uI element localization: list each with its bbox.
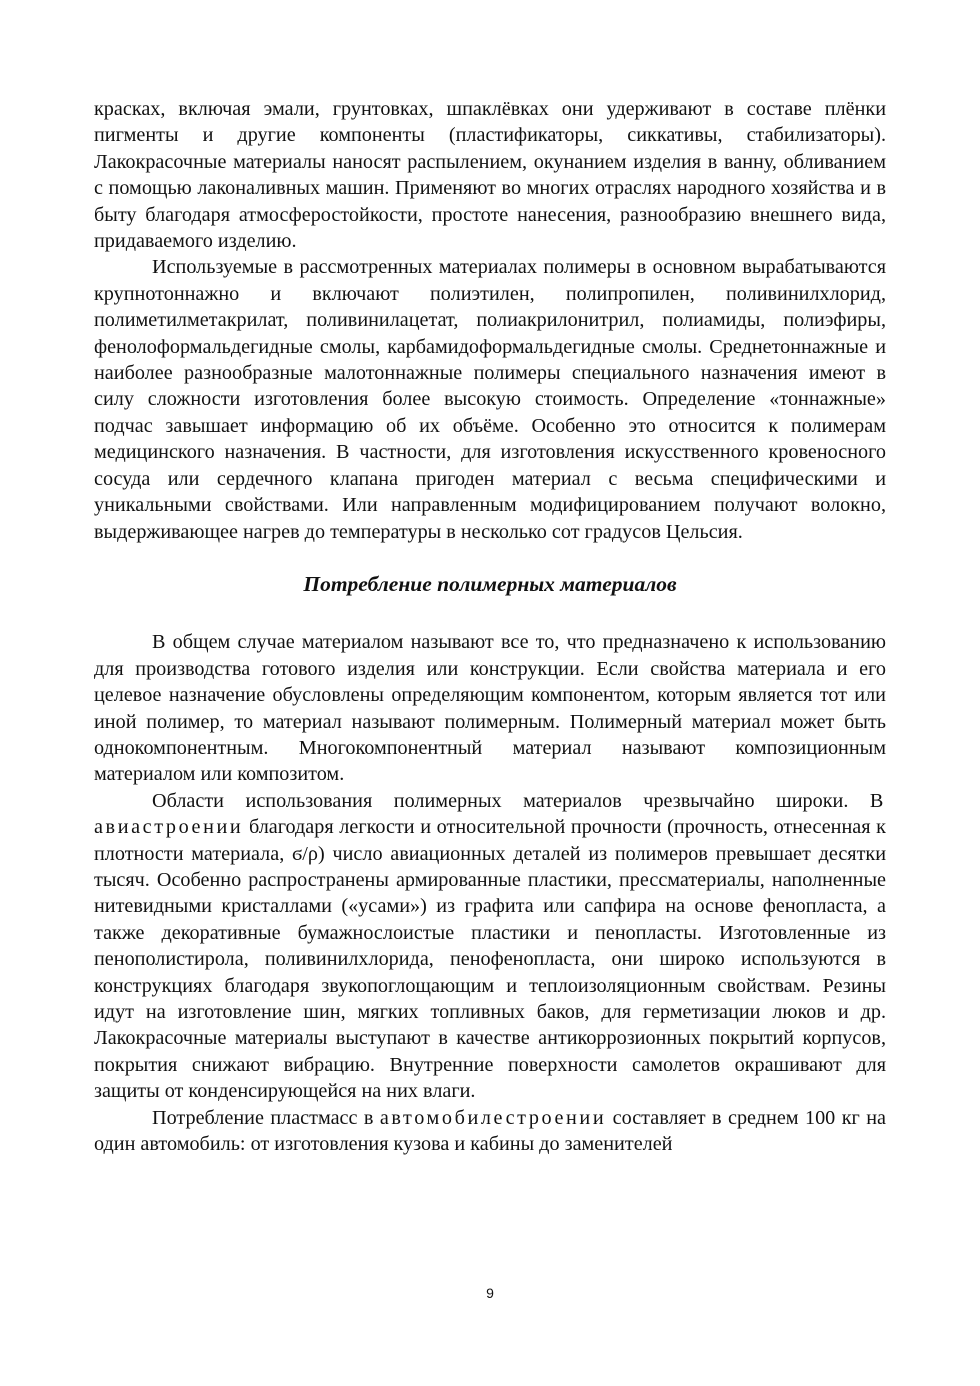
paragraph-5 xyxy=(94,1105,886,1158)
page-number: 9 xyxy=(486,1285,494,1301)
paragraph-5-start: Потребление пластмасс в xyxy=(152,1106,380,1129)
paragraph-4-start: Области использования полимерных материалов чрезвычайно широки. xyxy=(152,789,870,812)
paragraph-4-spaced-term: В авиастроении xyxy=(94,789,886,839)
paragraph-4-rest: благодаря легкости и относительной прочности (прочность, отнесенная к плотности материала, ϭ/ρ) число авиационных деталей из полимеров превышает десятки тысяч. Особенно распространены армированные пластики, прессматериалы, наполненные нитевидными кристаллами («усами») из графита или сапфира на основе фенопласта, а также декоративные бумажнослоистые пластики и пенопласты. Изготовленные из пенополистирола, поливинилхлорида, пенофенопласта, они широко используются в конструкциях благодаря звукопоглощающим и теплоизоляционным свойствам. Резины идут на изготовление шин, мягких топливных баков, для герметизации люков и др. Лакокрасочные материалы выступают в качестве антикоррозионных покрытий корпусов, покрытия снижают вибрацию. Внутренние поверхности самолетов окрашивают для защиты от конденсирующейся на них влаги. xyxy=(94,816,886,1103)
paragraph-4 xyxy=(94,788,886,1105)
paragraph-3: В общем случае материалом называют все то, что предназначено к использованию для производства готового изделия или конструкции. Если свойства материала и его целевое назначение обусловлены определяющим компонентом, которым является тот или иной полимер, то материал называют полимерным. Полимерный материал может быть однокомпонентным. Многокомпонентный материал называют композиционным материалом или композитом. xyxy=(94,631,886,786)
document-page xyxy=(94,96,886,1157)
paragraph-1: красках, включая эмали, грунтовках, шпаклёвках они удерживают в составе плёнки пигменты и другие компоненты (пластификаторы, сиккативы, стабилизаторы). Лакокрасочные материалы наносят распылением, окунанием изделия в ванну, обливанием с помощью лаконаливных машин. Применяют во многих отраслях народного хозяйства и в быту благодаря атмосферостойкости, простоте нанесения, разнообразию внешнего вида, придаваемого изделию. xyxy=(94,98,886,253)
section-heading: Потребление полимерных материалов xyxy=(303,571,677,596)
paragraph-5-spaced-term: автомобилестроении xyxy=(379,1106,607,1129)
paragraph-5-rest: составляет в среднем 100 кг на один автомобиль: от изготовления кузова и кабины до заменителей xyxy=(94,1106,886,1156)
paragraph-2: Используемые в рассмотренных материалах полимеры в основном вырабатываются крупнотоннажно и включают полиэтилен, полипропилен, поливинилхлорид, полиметилметакрилат, поливинилацетат, полиакрилонитрил, полиамиды, полиэфиры, фенолоформальдегидные смолы, карбамидоформальдегидные смолы. Среднетоннажные и наиболее разнообразные малотоннажные полимеры специального назначения имеют в силу сложности изготовления более высокую стоимость. Определение «тоннажные» подчас завышает информацию об их объёме. Особенно это относится к полимерам медицинского назначения. В частности, для изготовления искусственного кровеносного сосуда или сердечного клапана пригоден материал с весьма специфическими и уникальными свойствами. Или направленным модифицированием получают волокно, выдерживающее нагрев до температуры в несколько сот градусов Цельсия. xyxy=(94,256,886,543)
